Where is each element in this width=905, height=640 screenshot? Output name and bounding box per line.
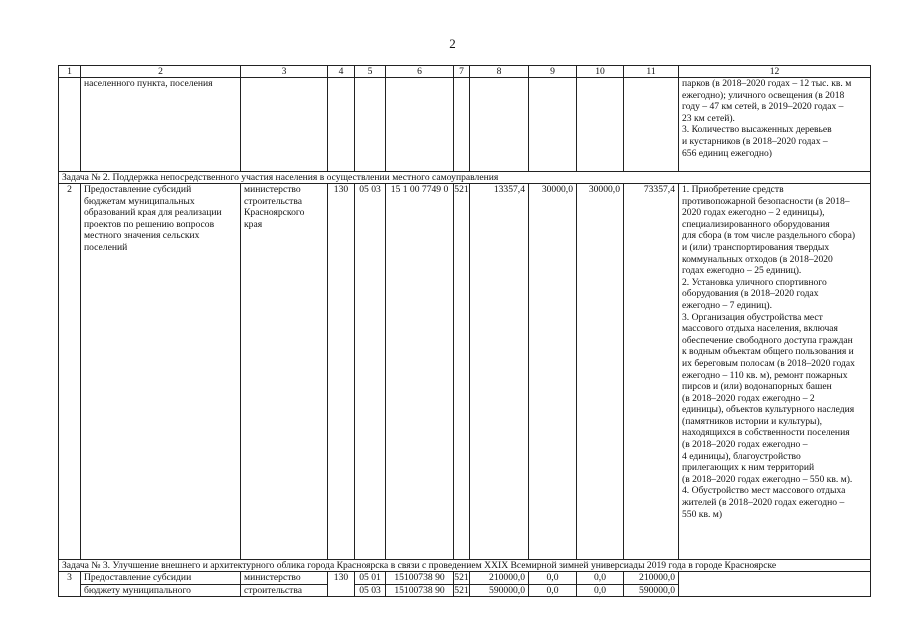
activity-name: Предоставление субсидий бюджетам муниципальных образований края для реализации проектов по решению вопросов местного значения сельских поселений [81,184,241,560]
header-cell: 4 [328,66,355,78]
table-row [59,572,871,585]
table-row [59,78,871,172]
header-cell: 7 [454,66,470,78]
amount-2019: 0,0 [529,572,577,585]
csr-code: 15100738 90 [386,584,454,597]
header-cell: 5 [355,66,386,78]
csr-code: 15100738 90 [386,572,454,585]
activity-name: бюджету муниципального [81,584,241,597]
grbs-code: 130 [328,184,355,560]
executor: министерство строительства Красноярского края [241,184,328,560]
header-cell: 10 [577,66,624,78]
header-cell: 8 [470,66,529,78]
rzpr-code: 05 03 [355,584,386,597]
table-row [59,184,871,560]
amount-total: 590000,0 [624,584,679,597]
task-title: Задача № 3. Улучшение внешнего и архитектурного облика города Красноярска в связи с проведением XXIX Всемирной зимней универсиады 2019 года в городе Красноярске [59,560,871,572]
vr-code: 521 [454,584,469,596]
activity-name: Предоставление субсидии [81,572,241,585]
executor: строительства [241,584,328,597]
amount-total: 73357,4 [624,184,679,560]
expected-result [679,572,871,597]
amount-total: 210000,0 [624,572,679,585]
amount-2020: 0,0 [577,584,624,597]
grbs-code: 130 [328,572,355,597]
expected-result: 1. Приобретение средств противопожарной безопасности (в 2018– 2020 годах ежегодно – 2 единицы), специализированного оборудования для сбора (в том числе раздельного сбора) и (или) транспортирования твердых коммунальных отходов (в 2018–2020 годах ежегодно – 25 единиц). 2. Установка уличного спортивного оборудования (в 2018–2020 годах ежегодно – 7 единиц). 3. Организация обустройства мест массового отдыха населения, включая обеспечение свободного доступа граждан к водным объектам общего пользования и их береговым полосам (в 2018–2020 годах ежегодно – 110 кв. м), ремонт пожарных пирсов и (или) водонапорных башен (в 2018–2020 годах ежегодно – 2 единицы), объектов культурного наследия (памятников истории и культуры), находящихся в собственности поселения (в 2018–2020 годах ежегодно – 4 единицы), благоустройство прилегающих к ним территорий (в 2018–2020 годах ежегодно – 550 кв. м). 4. Обустройство мест массового отдыха жителей (в 2018–2020 годах ежегодно – 550 кв. м) [679,184,871,560]
header-cell: 3 [241,66,328,78]
row-number: 2 [59,184,81,560]
header-cell: 12 [679,66,871,78]
page-number: 2 [449,36,456,51]
task-heading-row [59,172,871,184]
header-cell: 2 [81,66,241,78]
executor: министерство [241,572,328,585]
header-cell: 9 [529,66,577,78]
task-heading-row [59,560,871,572]
amount-2018: 13357,4 [470,184,529,560]
budget-table [58,65,871,597]
amount-2019: 0,0 [529,584,577,597]
column-number-row [59,66,871,78]
amount-2019: 30000,0 [529,184,577,560]
expected-result: парков (в 2018–2020 годах – 12 тыс. кв. м ежегодно); уличного освещения (в 2018 году – 47 км сетей, в 2019–2020 годах – 23 км сетей). 3. Количество высаженных деревьев и кустарников (в 2018–2020 годах – 656 единиц ежегодно) [679,78,871,172]
header-cell: 11 [624,66,679,78]
header-cell: 6 [386,66,454,78]
header-cell: 1 [59,66,81,78]
amount-2018: 210000,0 [470,572,529,585]
activity-name: населенного пункта, поселения [81,78,241,172]
csr-code: 15 1 00 7749 0 [386,184,454,560]
amount-2020: 30000,0 [577,184,624,560]
rzpr-code: 05 01 [355,572,386,585]
amount-2018: 590000,0 [470,584,529,597]
vr-code: 521 [454,572,469,583]
amount-2020: 0,0 [577,572,624,585]
row-number: 3 [59,572,81,597]
rzpr-code: 05 03 [355,184,386,560]
vr-code: 521 [454,184,470,560]
task-title: Задача № 2. Поддержка непосредственного участия населения в осуществлении местного самоуправления [59,172,871,184]
